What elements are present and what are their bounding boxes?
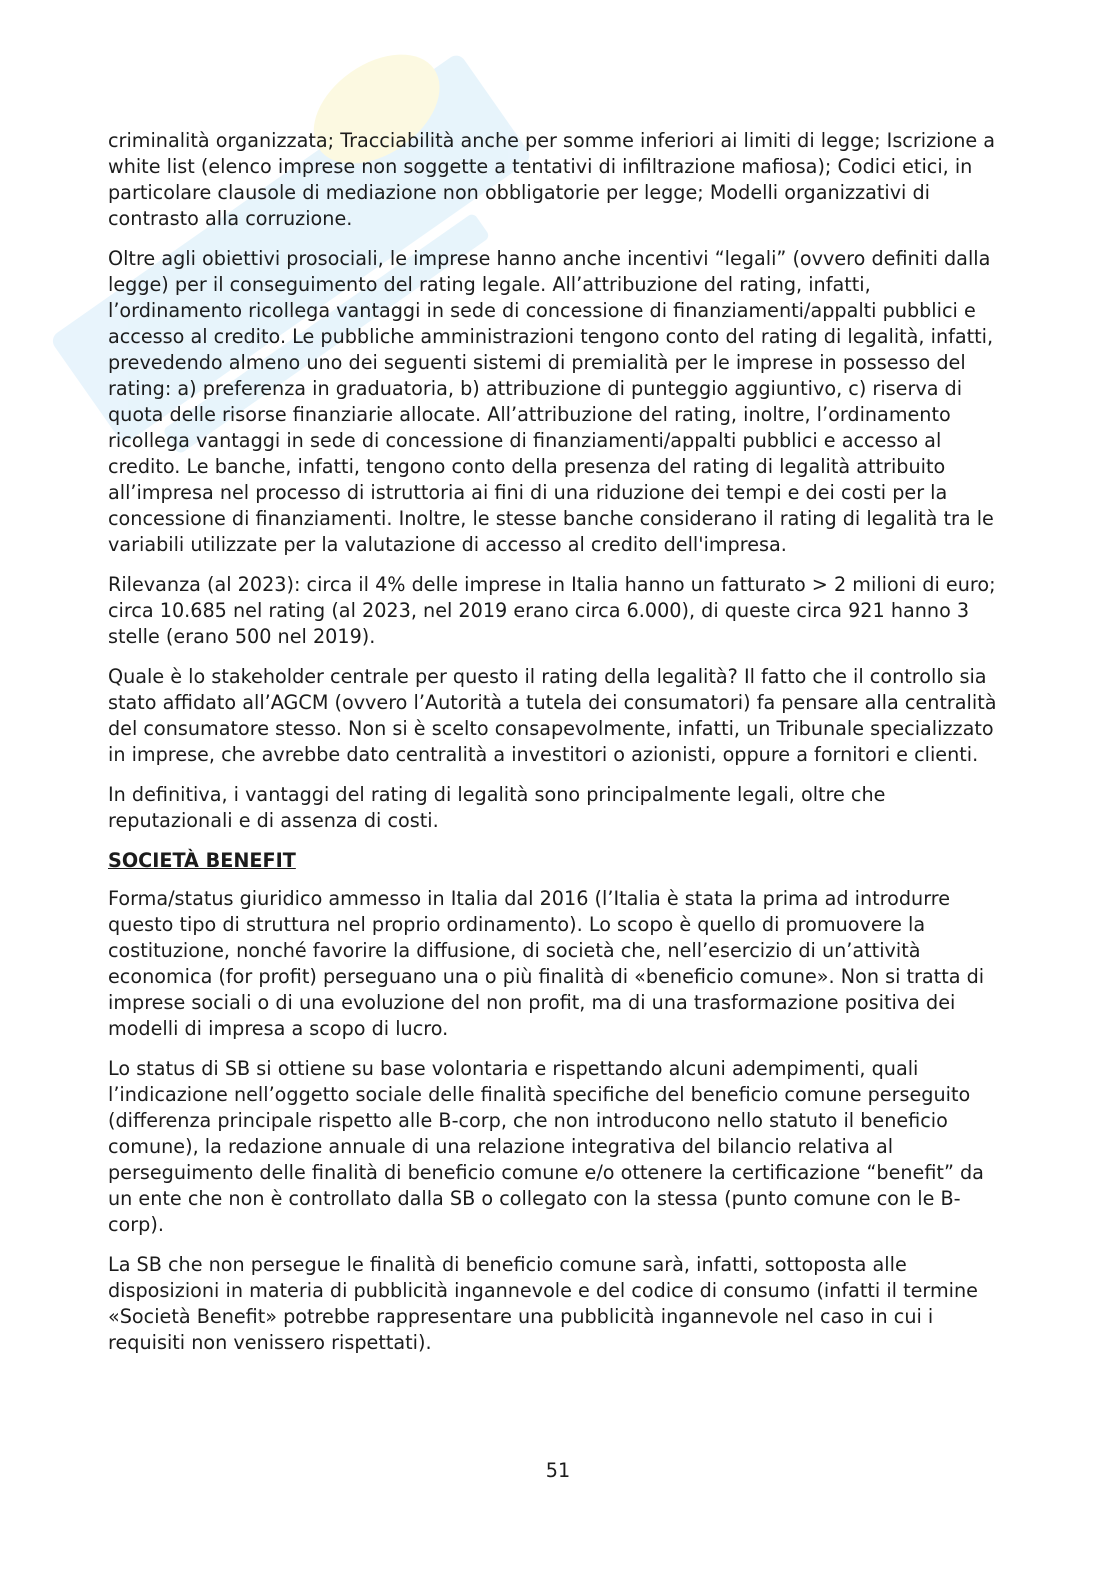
paragraph-conclusione: In definitiva, i vantaggi del rating di legalità sono principalmente legali, oltre che reputazionali e di assenza di costi. — [108, 783, 886, 832]
paragraph-status-sb: Lo status di SB si ottiene su base volontaria e rispettando alcuni adempimenti, quali l’indicazione nell’oggetto sociale delle finalità specifiche del beneficio comune perseguito (differenza principale rispetto alle B-corp, che non introducono nello statuto il beneficio comune), la redazione annuale di una relazione integrativa del bilancio relativa al perseguimento delle finalità di beneficio comune e/o ottenere la certificazione “benefit” da un ente che non è controllato dalla SB o collegato con la stessa (punto comune con le B-corp). — [108, 1057, 984, 1236]
page-number: 51 — [545, 1459, 571, 1482]
paragraph-rilevanza: Rilevanza (al 2023): circa il 4% delle imprese in Italia hanno un fatturato > 2 milioni di euro; circa 10.685 nel rating (al 2023, nel 2019 erano circa 6.000), di queste circa 921 hanno 3 stelle (erano 500 nel 2019). — [108, 573, 996, 648]
paragraph-incentivi-legali: Oltre agli obiettivi prosociali, le imprese hanno anche incentivi “legali” (ovvero definiti dalla legge) per il conseguimento del rating legale. All’attribuzione del rating, infatti, l’ordinamento ricollega vantaggi in sede di concessione di finanziamenti/appalti pubblici e accesso al credito. Le pubbliche amministrazioni tengono conto del rating di legalità, infatti, prevedendo almeno uno dei seguenti sistemi di premialità per le imprese in possesso del rating: a) preferenza in graduatoria, b) attribuzione di punteggio aggiuntivo, c) riserva di quota delle risorse finanziarie allocate. All’attribuzione del rating, inoltre, l’ordinamento ricollega vantaggi in sede di concessione di finanziamenti/appalti pubblici e accesso al credito. Le banche, infatti, tengono conto della presenza del rating di legalità attribuito all’impresa nel processo di istruttoria ai fini di una riduzione dei tempi e dei costi per la concessione di finanziamenti. Inoltre, le stesse banche considerano il rating di legalità tra le variabili utilizzate per la valutazione di accesso al credito dell'impresa. — [108, 247, 994, 556]
paragraph-criminalita: criminalità organizzata; Tracciabilità anche per somme inferiori ai limiti di legge; Iscrizione a white list (elenco imprese non soggette a tentativi di infiltrazione mafiosa); Codici etici, in particolare clausole di mediazione non obbligatorie per legge; Modelli organizzativi di contrasto alla corruzione. — [108, 129, 996, 230]
paragraph-sanzioni: La SB che non persegue le finalità di beneficio comune sarà, infatti, sottoposta alle disposizioni in materia di pubblicità ingannevole e del codice di consumo (infatti il termine «Società Benefit» potrebbe rappresentare una pubblicità ingannevole nel caso in cui i requisiti non venissero rispettati). — [108, 1253, 978, 1354]
paragraph-forma-status: Forma/status giuridico ammesso in Italia dal 2016 (l’Italia è stata la prima ad introdurre questo tipo di struttura nel proprio ordinamento). Lo scopo è quello di promuovere la costituzione, nonché favorire la diffusione, di società che, nell’esercizio di un’attività economica (for profit) perseguano una o più finalità di «beneficio comune». Non si tratta di imprese sociali o di una evoluzione del non profit, ma di una trasformazione positiva dei modelli di impresa a scopo di lucro. — [108, 887, 985, 1040]
document-body — [108, 128, 1008, 1370]
paragraph-stakeholder: Quale è lo stakeholder centrale per questo il rating della legalità? Il fatto che il controllo sia stato affidato all’AGCM (ovvero l’Autorità a tutela dei consumatori) fa pensare alla centralità del consumatore stesso. Non si è scelto consapevolmente, infatti, un Tribunale specializzato in imprese, che avrebbe dato centralità a investitori o azionisti, oppure a fornitori e clienti. — [108, 665, 997, 766]
section-heading-societa-benefit: SOCIETÀ BENEFIT — [108, 849, 296, 872]
